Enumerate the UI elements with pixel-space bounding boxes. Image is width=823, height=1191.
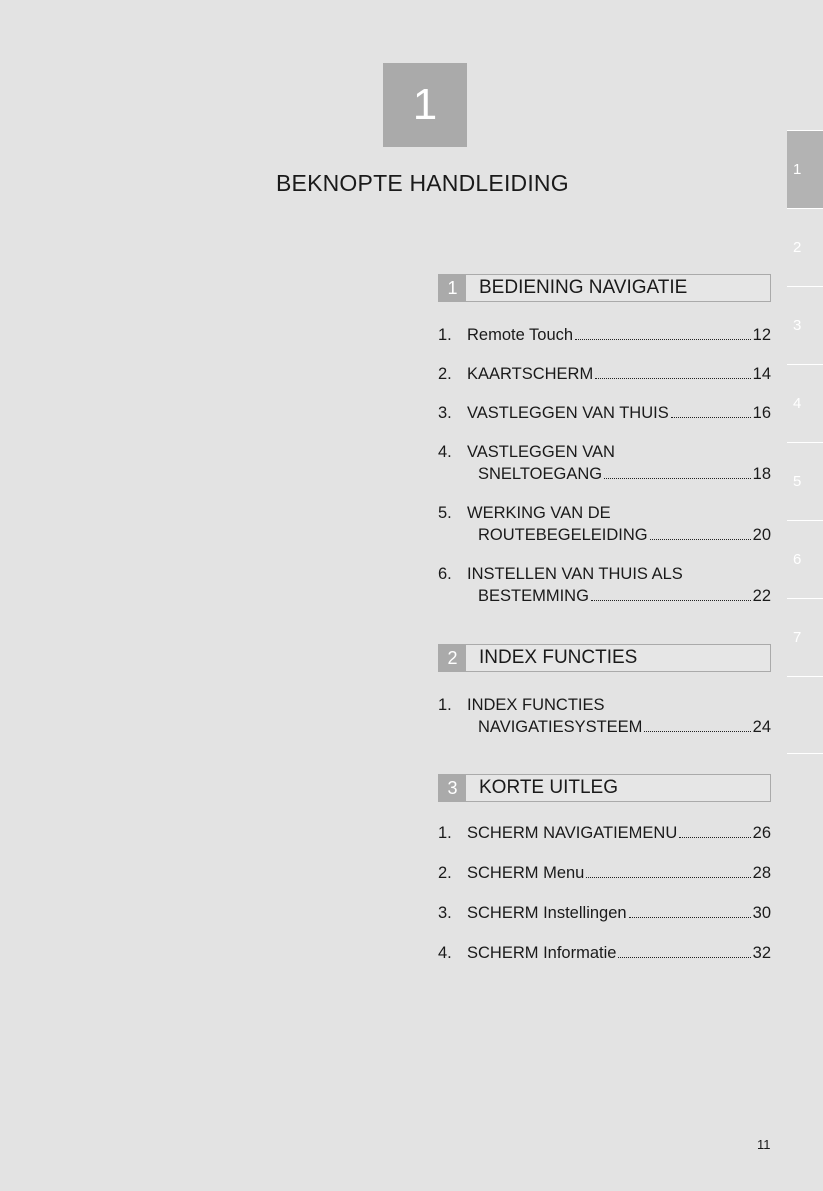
chapter-tab-1[interactable]: 1 xyxy=(787,130,823,208)
entry-title: SCHERM Instellingen xyxy=(467,904,627,922)
dot-leader xyxy=(629,917,751,918)
entry-number: 5. xyxy=(438,504,452,522)
toc-entry[interactable] xyxy=(438,822,771,844)
toc-entry[interactable] xyxy=(438,862,771,884)
entry-number: 6. xyxy=(438,565,452,583)
dot-leader xyxy=(644,731,750,732)
chapter-number: 1 xyxy=(412,80,438,129)
entry-page-number: 16 xyxy=(752,404,771,422)
toc-entry[interactable] xyxy=(438,902,771,924)
chapter-tab-6[interactable]: 6 xyxy=(787,520,823,598)
entry-title: VASTLEGGEN VAN THUIS xyxy=(467,404,669,422)
section-header xyxy=(438,644,771,672)
toc-entry[interactable] xyxy=(438,402,771,424)
entry-title: SNELTOEGANG xyxy=(478,465,603,483)
entry-page-number: 32 xyxy=(752,944,771,962)
entry-title: INDEX FUNCTIES xyxy=(467,696,605,714)
entry-page-number: 22 xyxy=(752,587,771,605)
section-header xyxy=(438,774,771,802)
entry-number: 4. xyxy=(438,944,452,962)
entry-number: 3. xyxy=(438,404,452,422)
entry-title: ROUTEBEGELEIDING xyxy=(478,526,648,544)
entry-title: KAARTSCHERM xyxy=(467,365,594,383)
dot-leader xyxy=(604,478,751,479)
dot-leader xyxy=(679,837,750,838)
dot-leader xyxy=(591,600,751,601)
toc-section-2 xyxy=(438,644,771,736)
toc-entry[interactable] xyxy=(438,363,771,385)
toc-entry[interactable] xyxy=(438,694,771,738)
chapter-tab-5[interactable]: 5 xyxy=(787,442,823,520)
entry-title: WERKING VAN DE xyxy=(467,504,611,522)
entry-number: 4. xyxy=(438,443,452,461)
chapter-tab-8[interactable] xyxy=(787,676,823,754)
entry-title: SCHERM Menu xyxy=(467,864,585,882)
entry-number: 1. xyxy=(438,824,452,842)
entry-page-number: 26 xyxy=(752,824,771,842)
entry-title: INSTELLEN VAN THUIS ALS xyxy=(467,565,683,583)
entry-title: SCHERM Informatie xyxy=(467,944,617,962)
toc-entry[interactable] xyxy=(438,441,771,485)
section-header xyxy=(438,274,771,302)
chapter-number-box xyxy=(383,63,467,147)
entry-title: SCHERM NAVIGATIEMENU xyxy=(467,824,678,842)
entry-number: 1. xyxy=(438,696,452,714)
entry-page-number: 28 xyxy=(752,864,771,882)
toc-entry[interactable] xyxy=(438,942,771,964)
dot-leader xyxy=(575,339,751,340)
entry-title: BESTEMMING xyxy=(478,587,589,605)
entry-title: NAVIGATIESYSTEEM xyxy=(478,718,643,736)
section-title: INDEX FUNCTIES xyxy=(479,647,638,668)
dot-leader xyxy=(586,877,750,878)
entry-page-number: 18 xyxy=(752,465,771,483)
toc-section-3 xyxy=(438,774,771,962)
entry-page-number: 24 xyxy=(752,718,771,736)
toc-entry[interactable] xyxy=(438,502,771,546)
section-number: 3 xyxy=(439,775,466,801)
entry-title: Remote Touch xyxy=(467,326,574,344)
toc-entry[interactable] xyxy=(438,324,771,346)
section-title: BEDIENING NAVIGATIE xyxy=(479,277,688,298)
dot-leader xyxy=(595,378,750,379)
page-number: 11 xyxy=(757,1137,771,1152)
entry-number: 3. xyxy=(438,904,452,922)
entry-number: 2. xyxy=(438,864,452,882)
entry-page-number: 14 xyxy=(752,365,771,383)
chapter-title: BEKNOPTE HANDLEIDING xyxy=(276,170,569,196)
toc-entry[interactable] xyxy=(438,563,771,607)
entry-page-number: 30 xyxy=(752,904,771,922)
section-number: 2 xyxy=(439,645,466,671)
entry-title: VASTLEGGEN VAN xyxy=(467,443,615,461)
section-title: KORTE UITLEG xyxy=(479,777,619,798)
toc-section-1 xyxy=(438,274,771,605)
entry-number: 2. xyxy=(438,365,452,383)
entry-number: 1. xyxy=(438,326,452,344)
chapter-tab-4[interactable]: 4 xyxy=(787,364,823,442)
chapter-tab-3[interactable]: 3 xyxy=(787,286,823,364)
chapter-tab-7[interactable]: 7 xyxy=(787,598,823,676)
entry-page-number: 20 xyxy=(752,526,771,544)
chapter-tab-2[interactable]: 2 xyxy=(787,208,823,286)
entry-page-number: 12 xyxy=(752,326,771,344)
section-number: 1 xyxy=(439,275,466,301)
dot-leader xyxy=(650,539,751,540)
dot-leader xyxy=(671,417,751,418)
dot-leader xyxy=(618,957,750,958)
chapter-tab-index xyxy=(787,130,823,754)
